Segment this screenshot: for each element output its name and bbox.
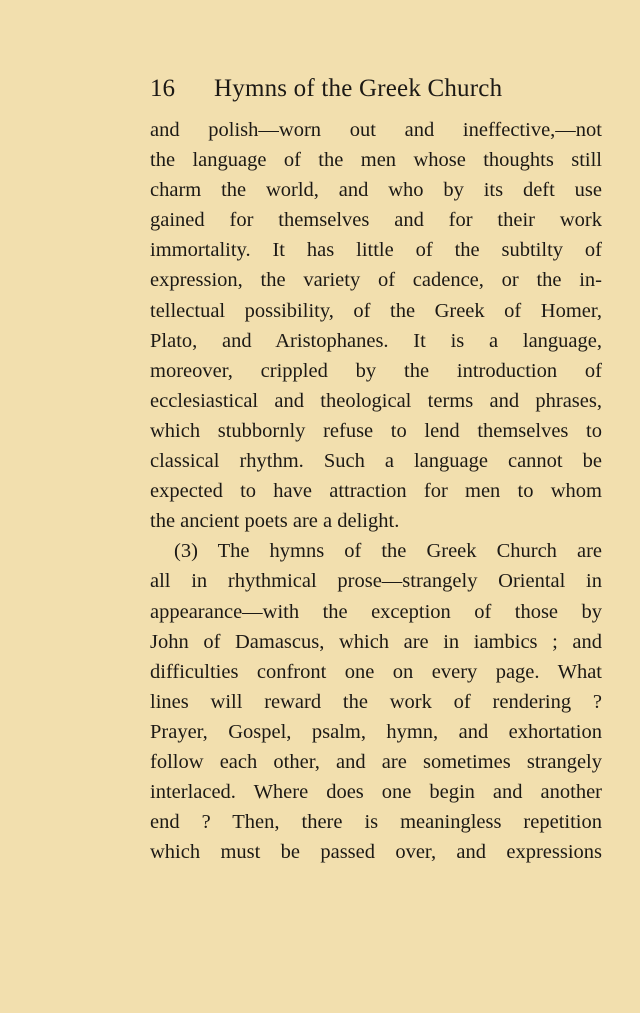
text-line: interlaced. Where does one begin and another bbox=[150, 781, 602, 804]
running-title: Hymns of the Greek Church bbox=[214, 75, 503, 102]
text-line: the language of the men whose thoughts still bbox=[150, 149, 602, 172]
text-line: classical rhythm. Such a language cannot be bbox=[150, 450, 602, 473]
page-number: 16 bbox=[150, 75, 175, 102]
text-line: expression, the variety of cadence, or the in- bbox=[150, 269, 602, 292]
text-line: which must be passed over, and expressions bbox=[150, 841, 602, 864]
text-line: Prayer, Gospel, psalm, hymn, and exhortation bbox=[150, 720, 602, 743]
text-line: lines will reward the work of rendering ? bbox=[150, 690, 602, 713]
text-line: Plato, and Aristophanes. It is a language, bbox=[150, 329, 602, 352]
text-line: difficulties confront one on every page. What bbox=[150, 660, 602, 683]
body-text bbox=[150, 115, 602, 867]
text-line: appearance—with the exception of those by bbox=[150, 600, 602, 623]
text-line: which stubbornly refuse to lend themselves to bbox=[150, 419, 602, 442]
text-line: end ? Then, there is meaningless repetition bbox=[150, 811, 602, 834]
text-line: and polish—worn out and ineffective,—not bbox=[150, 119, 602, 141]
paragraph-start-line: (3) The hymns of the Greek Church are bbox=[174, 540, 602, 563]
text-line: expected to have attraction for men to whom bbox=[150, 480, 602, 503]
running-header bbox=[150, 72, 602, 106]
text-line: gained for themselves and for their work bbox=[150, 209, 602, 232]
text-line: all in rhythmical prose—strangely Oriental in bbox=[150, 570, 602, 593]
paragraph-end-line: the ancient poets are a delight. bbox=[150, 510, 400, 533]
text-line: charm the world, and who by its deft use bbox=[150, 179, 602, 202]
text-line: immortality. It has little of the subtilty of bbox=[150, 239, 602, 262]
text-line: tellectual possibility, of the Greek of Homer, bbox=[150, 299, 602, 322]
text-line: ecclesiastical and theological terms and phrases, bbox=[150, 389, 602, 412]
text-line: moreover, crippled by the introduction of bbox=[150, 359, 602, 382]
text-line: John of Damascus, which are in iambics ; and bbox=[150, 630, 602, 653]
text-line: follow each other, and are sometimes strangely bbox=[150, 750, 602, 773]
